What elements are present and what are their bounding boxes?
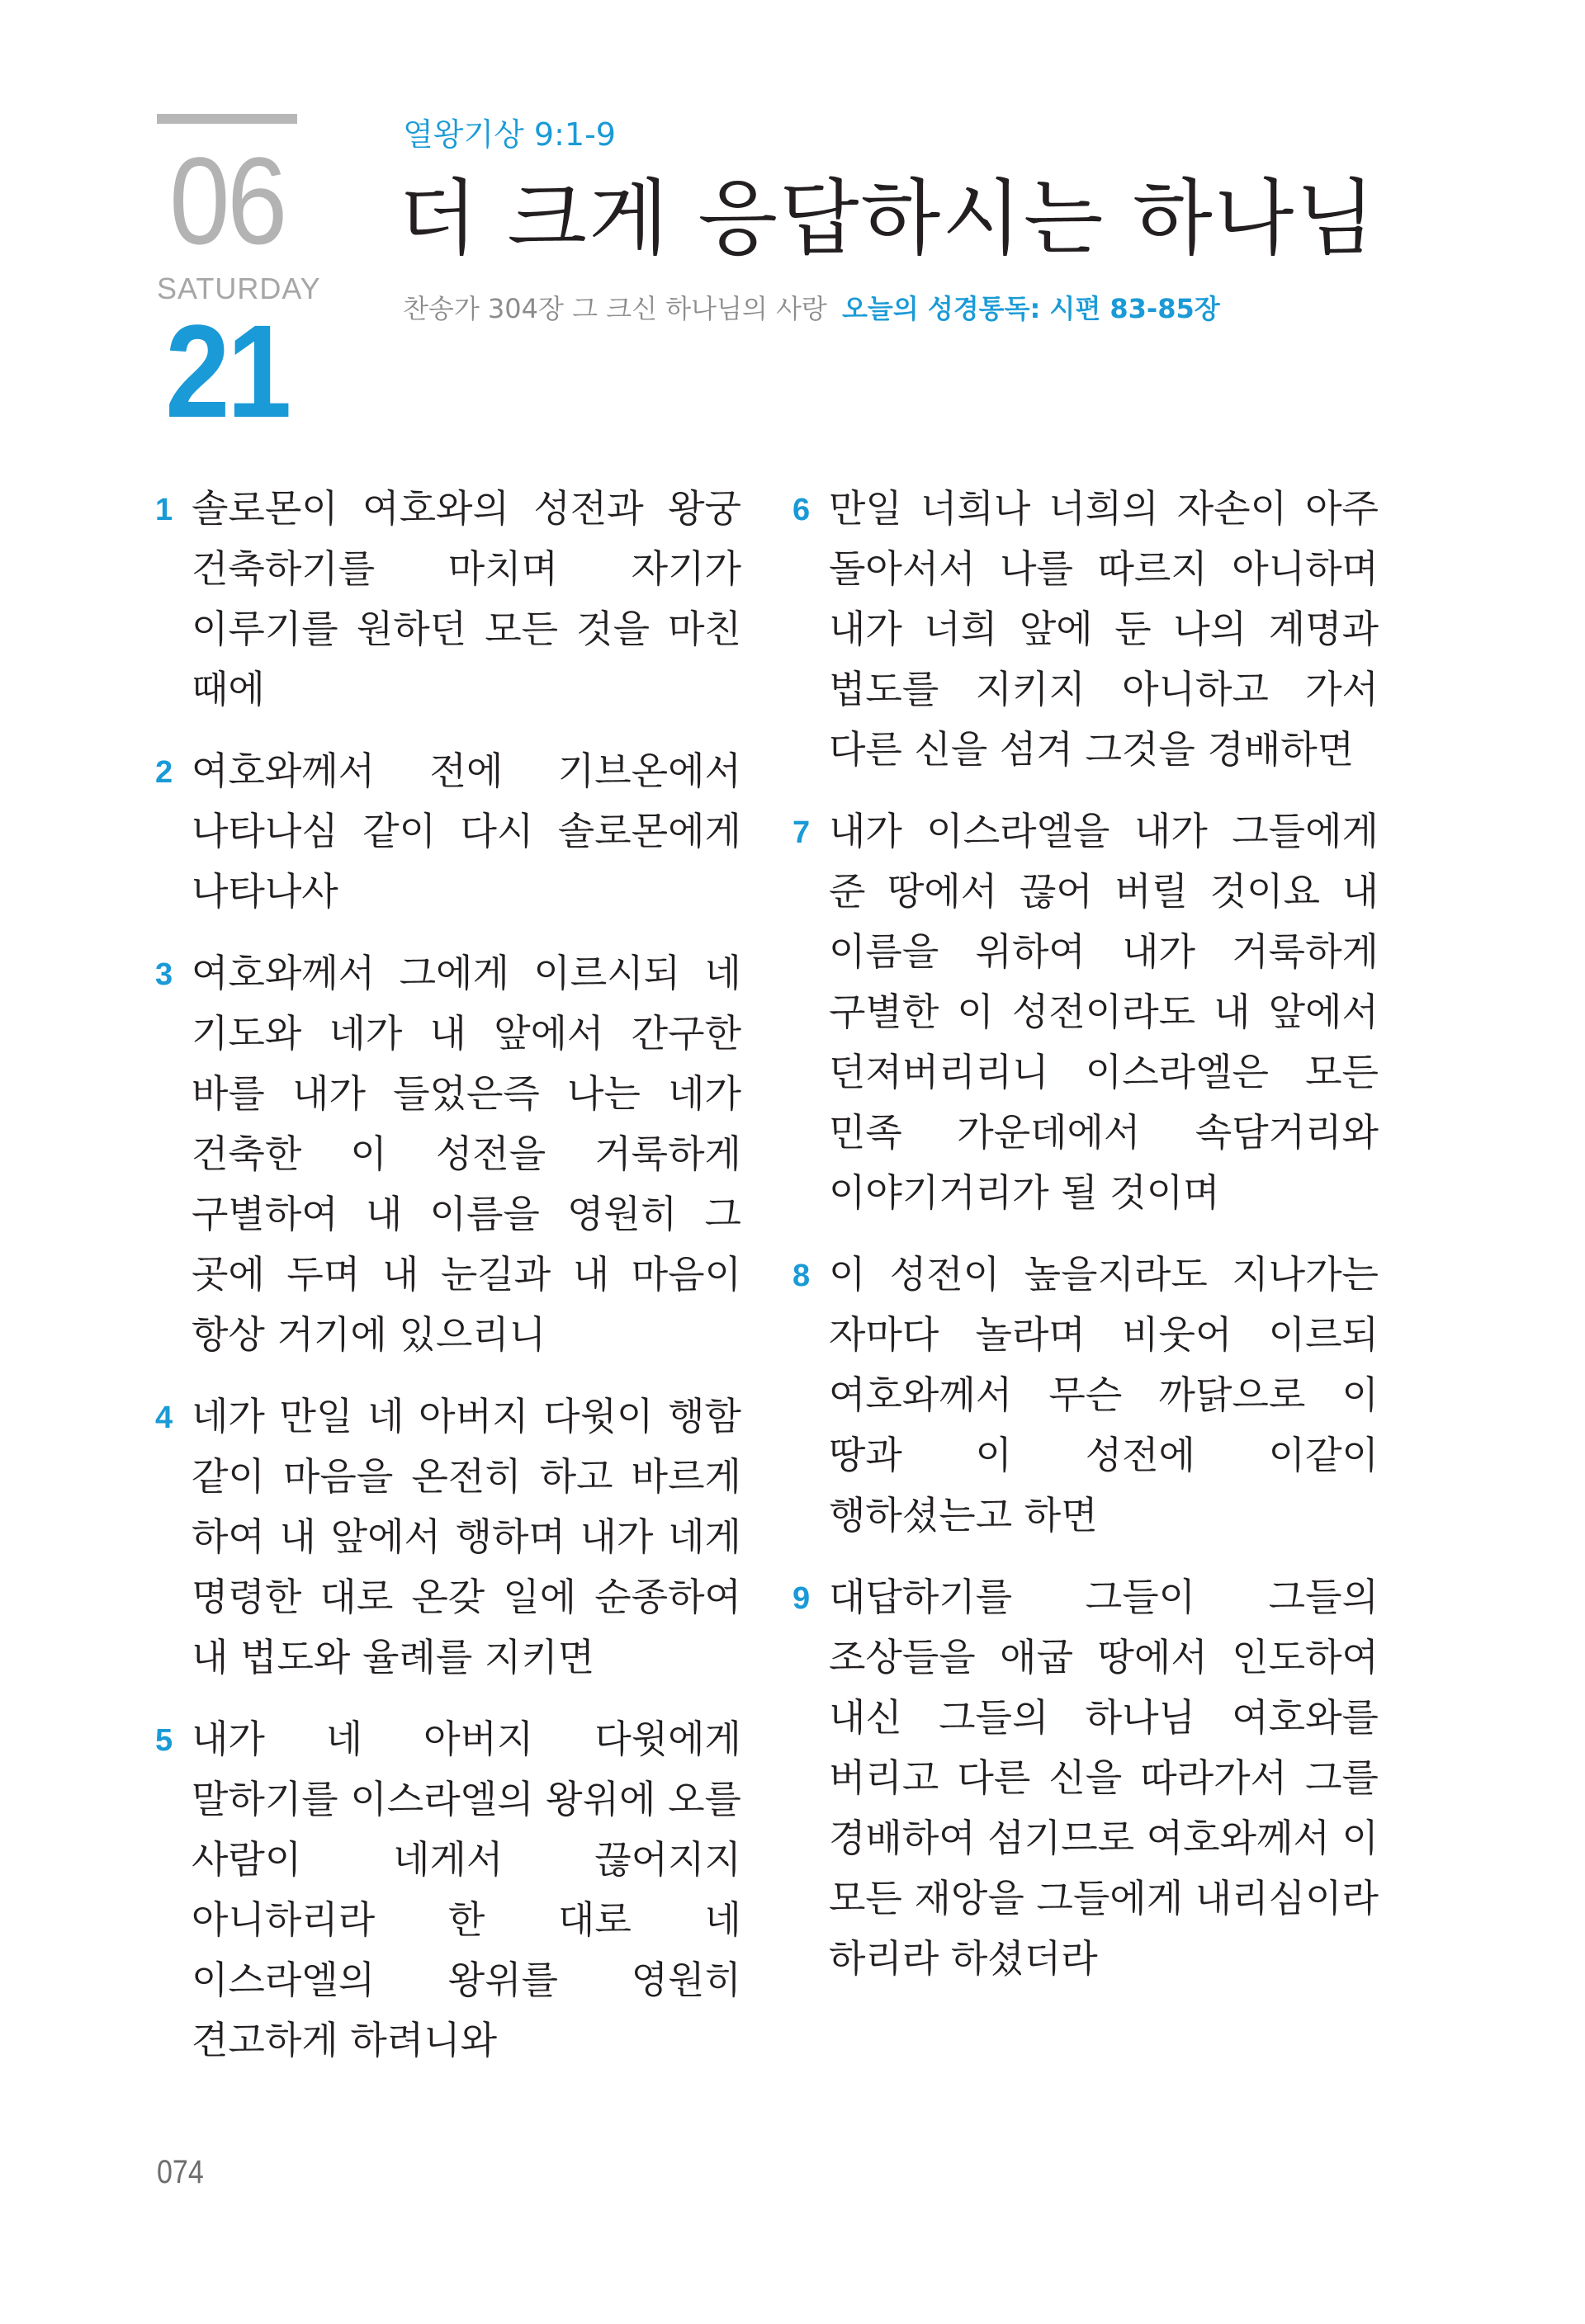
- verse-text: 솔로몬이 여호와의 성전과 왕궁 건축하기를 마치며 자기가 이루기를 원하던 모든 것을 마친 때에: [192, 486, 741, 711]
- verse-number: 6: [792, 493, 811, 527]
- verse-number: 9: [792, 1581, 811, 1616]
- verse: [792, 1567, 1379, 1989]
- verse: [792, 479, 1379, 780]
- verse-number: 7: [792, 815, 811, 850]
- page-number: 074: [157, 2154, 204, 2190]
- date-top-rule: [157, 114, 297, 124]
- hymn-info: 찬송가 304장 그 크신 하나님의 사랑: [403, 293, 827, 324]
- verse-number: 1: [155, 493, 173, 527]
- daily-reading: 오늘의 성경통독: 시편 83-85장: [841, 293, 1220, 324]
- verse-number: 4: [155, 1401, 173, 1435]
- scripture-reference: 열왕기상 9:1-9: [403, 116, 616, 153]
- verses-left-column: [155, 479, 741, 2092]
- date-month: 06: [169, 131, 285, 270]
- verse: [155, 741, 741, 922]
- verse: [792, 1245, 1379, 1546]
- subtitle-line: [403, 290, 1220, 327]
- verse: [155, 479, 741, 720]
- verse-text: 여호와께서 전에 기브온에서 나타나심 같이 다시 솔로몬에게 나타나사: [192, 749, 741, 914]
- verse: [792, 801, 1379, 1223]
- verse-text: 대답하기를 그들이 그들의 조상들을 애굽 땅에서 인도하여 내신 그들의 하나님 여호와를 버리고 다른 신을 따라가서 그를 경배하여 섬기므로 여호와께서 이 모든 재앙을 그들에게 내리심이라 하리라 하셨더라: [829, 1575, 1379, 1981]
- page-title: 더 크게 응답하시는 하나님: [398, 170, 1377, 267]
- verse-text: 여호와께서 그에게 이르시되 네 기도와 네가 내 앞에서 간구한 바를 내가 들었은즉 나는 네가 건축한 이 성전을 거룩하게 구별하여 내 이름을 영원히 그 곳에 두며 내 눈길과 내 마음이 항상 거기에 있으리니: [192, 951, 741, 1357]
- verse-number: 5: [155, 1723, 173, 1758]
- verse-text: 네가 만일 네 아버지 다윗이 행함 같이 마음을 온전히 하고 바르게 하여 내 앞에서 행하며 내가 네게 명령한 대로 온갖 일에 순종하여 내 법도와 율례를 지키면: [192, 1394, 741, 1679]
- date-weekday: SATURDAY: [157, 272, 321, 305]
- verses-right-column: [792, 479, 1379, 2010]
- verse-number: 8: [792, 1259, 811, 1293]
- verse: [155, 943, 741, 1365]
- date-day: 21: [165, 297, 289, 445]
- verse-text: 내가 네 아버지 다윗에게 말하기를 이스라엘의 왕위에 오를 사람이 네게서 끊어지지 아니하리라 한 대로 네 이스라엘의 왕위를 영원히 견고하게 하려니와: [192, 1717, 741, 2062]
- verse: [155, 1709, 741, 2071]
- verse-number: 2: [155, 755, 173, 790]
- verse-text: 내가 이스라엘을 내가 그들에게 준 땅에서 끊어 버릴 것이요 내 이름을 위하여 내가 거룩하게 구별한 이 성전이라도 내 앞에서 던져버리리니 이스라엘은 모든 민족 가운데에서 속담거리와 이야기거리가 될 것이며: [829, 809, 1379, 1215]
- verse: [155, 1386, 741, 1688]
- verse-text: 이 성전이 높을지라도 지나가는 자마다 놀라며 비웃어 이르되 여호와께서 무슨 까닭으로 이 땅과 이 성전에 이같이 행하셨는고 하면: [829, 1252, 1379, 1538]
- verse-text: 만일 너희나 너희의 자손이 아주 돌아서서 나를 따르지 아니하며 내가 너희 앞에 둔 나의 계명과 법도를 지키지 아니하고 가서 다른 신을 섬겨 그것을 경배하면: [829, 486, 1379, 772]
- verse-number: 3: [155, 957, 173, 992]
